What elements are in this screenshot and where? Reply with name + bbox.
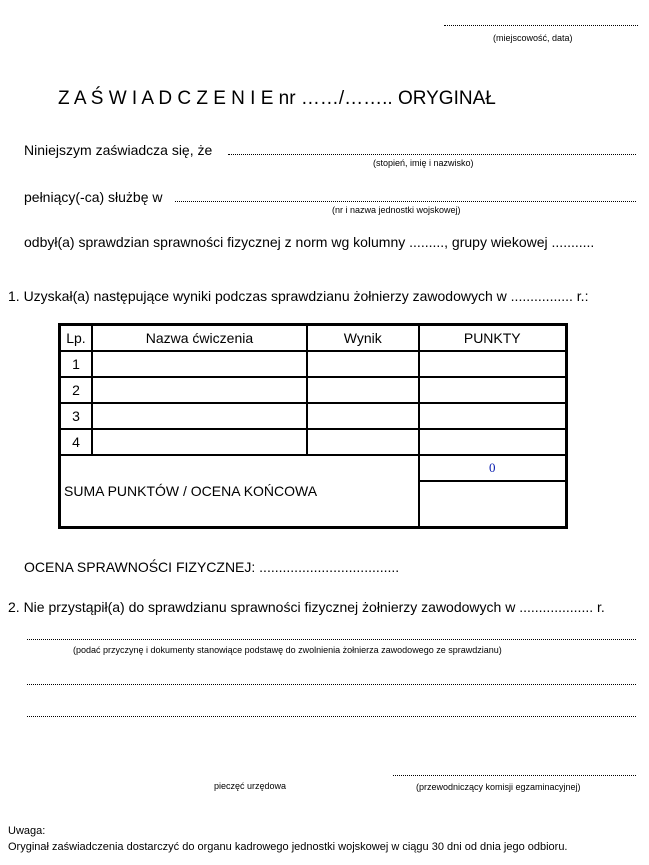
row-lp: 1 — [60, 351, 92, 377]
row-points-cell[interactable] — [419, 351, 567, 377]
table-header-row — [60, 325, 567, 352]
table-row — [60, 351, 567, 377]
header-result: Wynik — [307, 325, 419, 352]
unit-field[interactable] — [175, 201, 636, 202]
norm-column-line: odbył(a) sprawdzian sprawności fizycznej z norm wg kolumny ........., grupy wiekowej ........... — [24, 234, 595, 250]
final-grade-cell[interactable] — [419, 481, 567, 528]
section1-heading: 1. Uzyskał(a) następujące wyniki podczas sprawdzianu żołnierzy zawodowych w ................ r.: — [8, 288, 589, 304]
reason-line-3[interactable] — [27, 716, 636, 717]
header-points: PUNKTY — [419, 325, 567, 352]
chair-signature-line[interactable] — [393, 775, 636, 776]
title-spaced: Z A Ś W I A D C Z E N I E — [58, 88, 274, 109]
sum-row — [60, 455, 567, 481]
row-lp: 2 — [60, 377, 92, 403]
row-result-cell[interactable] — [307, 351, 419, 377]
table-row — [60, 429, 567, 455]
document-title — [58, 88, 496, 110]
table-row — [60, 377, 567, 403]
line1-label: Niniejszym zaświadcza się, że — [24, 142, 213, 158]
name-caption: (stopień, imię i nazwisko) — [373, 158, 474, 168]
row-points-cell[interactable] — [419, 403, 567, 429]
row-exercise-cell[interactable] — [92, 377, 307, 403]
row-exercise-cell[interactable] — [92, 429, 307, 455]
row-result-cell[interactable] — [307, 403, 419, 429]
row-exercise-cell[interactable] — [92, 403, 307, 429]
reason-line-2[interactable] — [27, 684, 636, 685]
note-text: Oryginał zaświadczenia dostarczyć do organu kadrowego jednostki wojskowej w ciągu 30 dni od dnia jego odbioru. — [8, 841, 568, 853]
header-exercise-name: Nazwa ćwiczenia — [92, 325, 307, 352]
sum-points-value[interactable]: 0 — [419, 455, 567, 481]
row-points-cell[interactable] — [419, 429, 567, 455]
row-lp: 3 — [60, 403, 92, 429]
name-field[interactable] — [228, 154, 636, 155]
line2-label: pełniący(-ca) służbę w — [24, 189, 163, 205]
row-lp: 4 — [60, 429, 92, 455]
row-points-cell[interactable] — [419, 377, 567, 403]
header-lp: Lp. — [60, 325, 92, 352]
reason-caption: (podać przyczynę i dokumenty stanowiące podstawę do zwolnienia żołnierza zawodowego ze sprawdzianu) — [73, 645, 502, 655]
stamp-caption: pieczęć urzędowa — [214, 781, 287, 791]
unit-caption: (nr i nazwa jednostki wojskowej) — [332, 205, 461, 215]
chair-caption: (przewodniczący komisji egzaminacyjnej) — [416, 782, 581, 792]
row-result-cell[interactable] — [307, 377, 419, 403]
row-result-cell[interactable] — [307, 429, 419, 455]
fitness-grade-line: OCENA SPRAWNOŚCI FIZYCZNEJ: .................................... — [24, 559, 400, 575]
results-table — [58, 323, 568, 529]
place-date-caption: (miejscowość, data) — [493, 33, 573, 43]
row-exercise-cell[interactable] — [92, 351, 307, 377]
reason-line-1[interactable] — [27, 639, 636, 640]
sum-label: SUMA PUNKTÓW / OCENA KOŃCOWA — [60, 455, 419, 528]
place-date-line[interactable] — [444, 25, 638, 26]
table-row — [60, 403, 567, 429]
note-title: Uwaga: — [8, 825, 46, 837]
title-rest: nr ……/…….. ORYGINAŁ — [278, 88, 496, 109]
section2-heading: 2. Nie przystąpił(a) do sprawdzianu sprawności fizycznej żołnierzy zawodowych w ................... r. — [8, 599, 605, 615]
